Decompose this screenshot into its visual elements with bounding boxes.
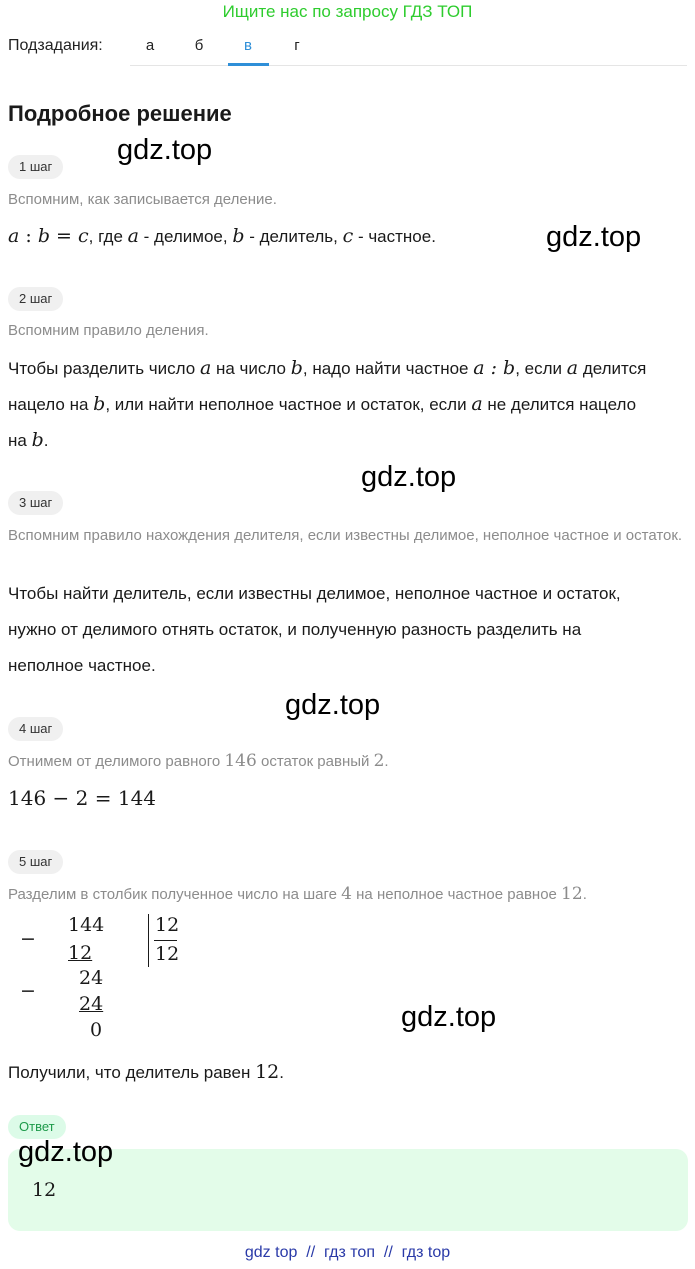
subtask-tab-v[interactable]: в — [244, 37, 252, 54]
text-fragment: на — [8, 431, 32, 450]
math-var: b — [290, 357, 303, 379]
active-tab-indicator — [228, 63, 269, 66]
step-badge: 5 шаг — [8, 850, 63, 874]
subtask-tab-g[interactable]: г — [294, 37, 300, 54]
division-bar-horizontal — [154, 940, 177, 941]
subtrahend-1: 12 — [68, 942, 93, 964]
step-hint — [8, 883, 688, 906]
text-fragment: Отнимем от делимого равного — [8, 753, 225, 770]
math-var: b — [232, 225, 245, 247]
step-hint: Вспомним, как записывается деление. — [8, 191, 277, 208]
division-bar-vertical — [148, 914, 149, 967]
watermark: gdz.top — [401, 1001, 497, 1033]
number: 2 — [373, 751, 385, 771]
step-hint: Вспомним правило деления. — [8, 322, 209, 339]
math-var: b — [31, 429, 44, 451]
equation: 146 − 2 = 144 — [8, 786, 157, 810]
math-expr: a : b — [473, 357, 516, 379]
step-text-line: нужно от делимого отнять остаток, и полученную разность разделить на — [8, 620, 582, 639]
step-text — [8, 218, 688, 255]
minus-sign: − — [20, 980, 36, 1002]
text-fragment: - частное. — [353, 227, 436, 246]
number: 12 — [561, 884, 583, 904]
watermark: gdz.top — [546, 221, 642, 253]
subtask-tab-b[interactable]: б — [194, 37, 204, 54]
subtask-tab-a[interactable]: а — [145, 37, 155, 54]
step-text-line — [8, 422, 688, 459]
subtrahend-2: 24 — [79, 993, 104, 1015]
text-fragment: остаток равный — [256, 753, 374, 770]
text-fragment: . — [582, 886, 587, 903]
step-text-line — [8, 350, 688, 387]
step-hint — [8, 750, 688, 773]
text-fragment: , надо найти частное — [302, 359, 474, 378]
text-fragment: нацело на — [8, 395, 94, 414]
math-var: c — [342, 225, 354, 247]
text-fragment: - делимое, — [138, 227, 233, 246]
number: 12 — [255, 1061, 280, 1083]
subtasks-label: Подзадания: — [8, 37, 103, 54]
math-var: b — [93, 393, 106, 415]
math-op: : — [19, 225, 38, 247]
step-badge: 2 шаг — [8, 287, 63, 311]
text-fragment: - делитель, — [244, 227, 343, 246]
math-var: c — [77, 225, 89, 247]
step-hint: Вспомним правило нахождения делителя, если известны делимое, неполное частное и остаток. — [8, 527, 683, 544]
text-fragment: . — [384, 753, 389, 770]
answer-value: 12 — [32, 1179, 57, 1201]
text-fragment: , если — [515, 359, 567, 378]
remainder-1: 24 — [79, 967, 104, 989]
step-badge: 1 шаг — [8, 155, 63, 179]
text-fragment: , или найти неполное частное и остаток, если — [105, 395, 472, 414]
math-var: b — [37, 225, 50, 247]
text-fragment: Разделим в столбик полученное число на шаге — [8, 886, 342, 903]
math-var: a — [566, 357, 579, 379]
step-badge: 4 шаг — [8, 717, 63, 741]
text-fragment: Получили, что делитель равен — [8, 1063, 256, 1082]
text-fragment: Чтобы разделить число — [8, 359, 200, 378]
tabs-divider — [130, 65, 687, 66]
solution-title: Подробное решение — [8, 101, 232, 126]
minus-sign: − — [20, 928, 36, 950]
math-op: = — [49, 225, 78, 247]
step-text-line — [8, 386, 688, 423]
text-fragment: на число — [211, 359, 291, 378]
watermark: gdz.top — [361, 461, 457, 493]
text-fragment: , где — [88, 227, 128, 246]
watermark: gdz.top — [285, 689, 381, 721]
text-fragment: . — [279, 1063, 285, 1082]
math-var: a — [8, 225, 20, 247]
quotient: 12 — [155, 943, 180, 965]
watermark: gdz.top — [117, 134, 213, 166]
step-text-line: Чтобы найти делитель, если известны делимое, неполное частное и остаток, — [8, 584, 621, 603]
math-var: a — [127, 225, 139, 247]
number: 146 — [224, 751, 257, 771]
dividend: 144 — [68, 914, 105, 936]
text-fragment: на неполное частное равное — [351, 886, 562, 903]
footer-links[interactable]: gdz top // гдз топ // гдз top — [244, 1244, 451, 1261]
math-var: a — [199, 357, 212, 379]
divisor: 12 — [155, 914, 180, 936]
step-text-line: неполное частное. — [8, 656, 156, 675]
step-badge: 3 шаг — [8, 491, 63, 515]
text-fragment: . — [43, 431, 49, 450]
watermark: gdz.top — [18, 1136, 114, 1168]
remainder-final: 0 — [90, 1019, 103, 1041]
number: 4 — [341, 884, 352, 904]
text-fragment: не делится нацело — [482, 395, 637, 414]
text-fragment: делится — [578, 359, 647, 378]
promo-banner: Ищите нас по запросу ГДЗ ТОП — [222, 2, 473, 21]
math-var: a — [471, 393, 483, 415]
answer-badge: Ответ — [8, 1115, 66, 1139]
conclusion — [8, 1054, 688, 1091]
